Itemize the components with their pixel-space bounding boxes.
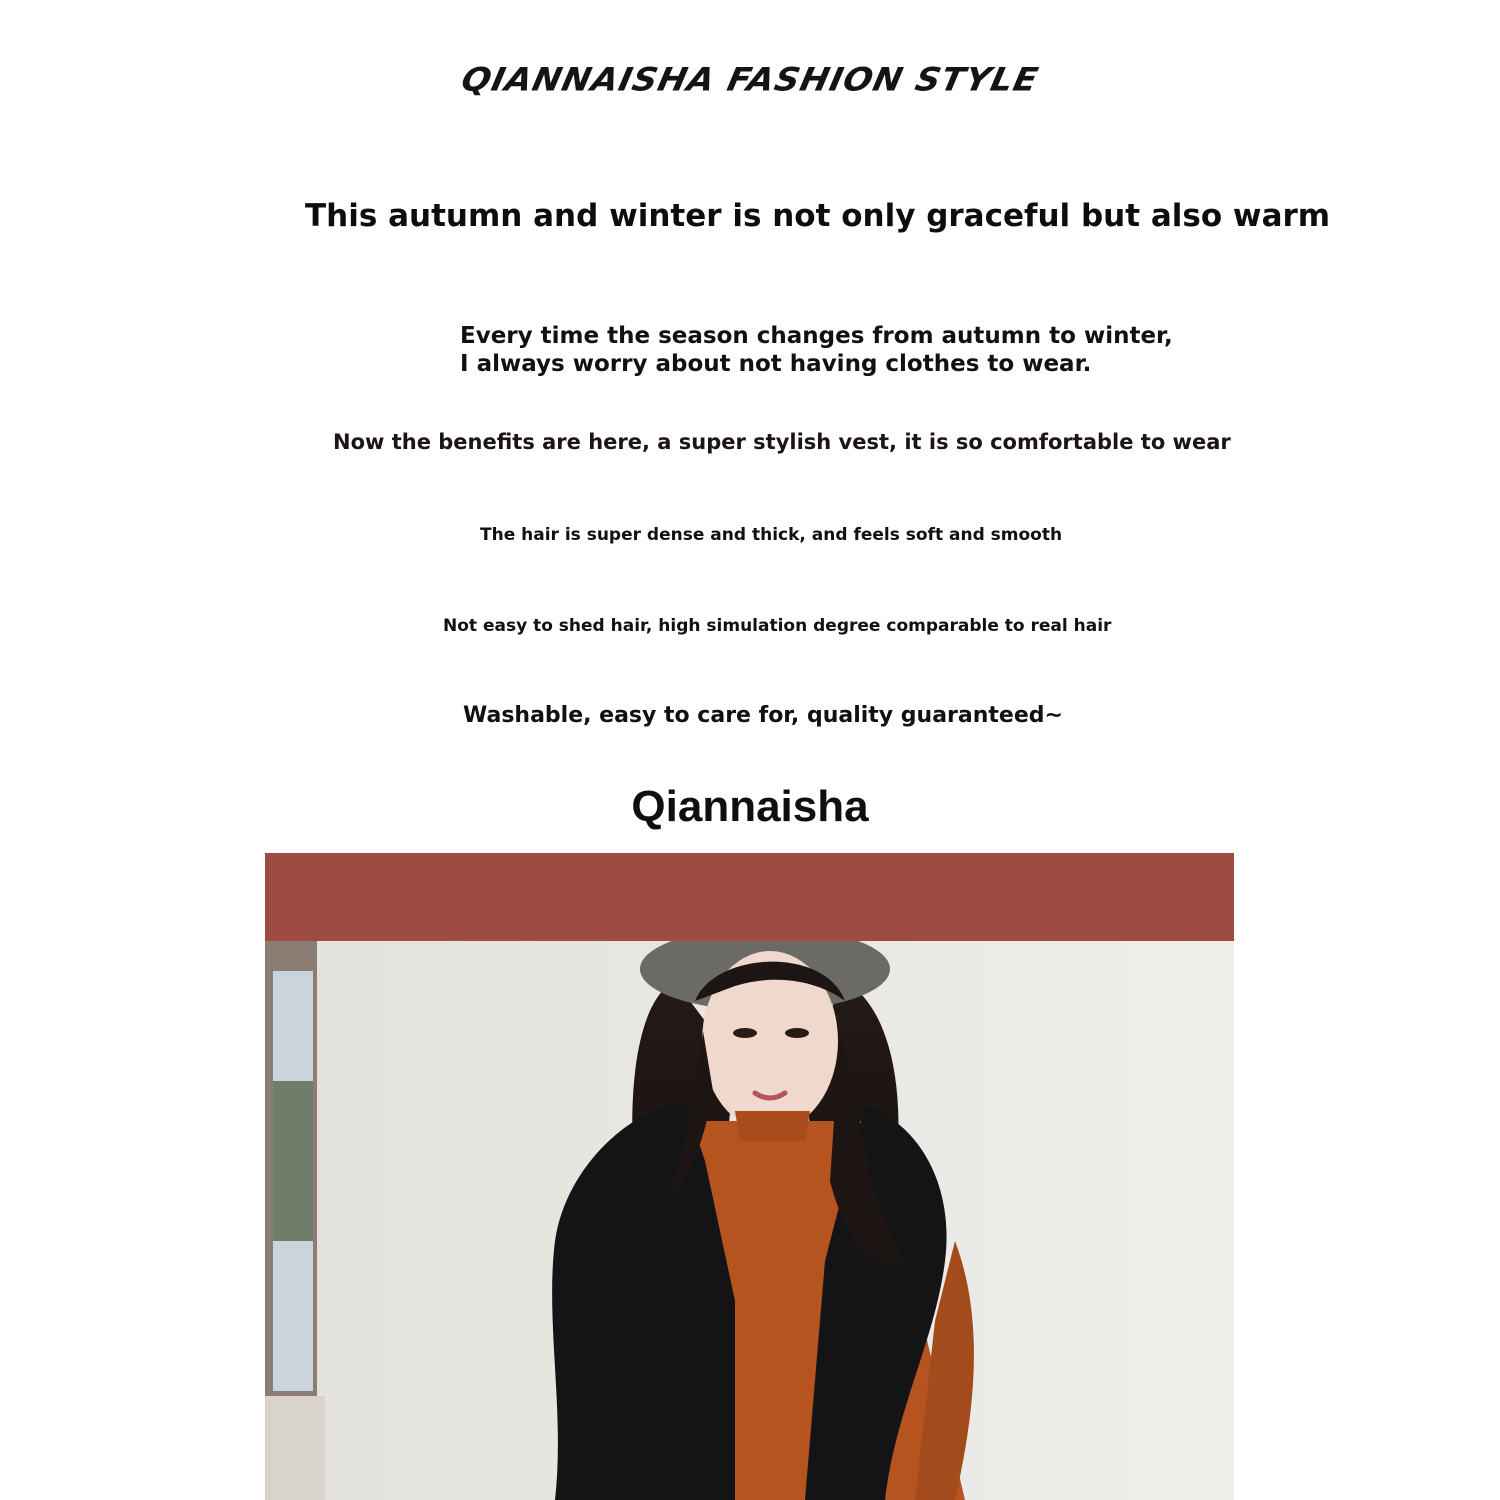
headline: This autumn and winter is not only graceful but also warm <box>305 198 1331 234</box>
brand-name: Qiannaisha <box>631 782 869 831</box>
accent-bar <box>265 853 1234 941</box>
intro-line-2: I always worry about not having clothes to wear. <box>460 351 1092 377</box>
intro-line-1: Every time the season changes from autumn to winter, <box>460 323 1173 349</box>
feature-text-washable: Washable, easy to care for, quality guaranteed~ <box>463 703 1063 728</box>
feature-text-dense-hair: The hair is super dense and thick, and feels soft and smooth <box>480 525 1063 545</box>
feature-text-no-shedding: Not easy to shed hair, high simulation degree comparable to real hair <box>443 616 1112 636</box>
model-illustration <box>265 941 1234 1500</box>
benefit-text: Now the benefits are here, a super stylish vest, it is so comfortable to wear <box>333 430 1231 454</box>
product-photo <box>265 941 1234 1500</box>
brand-logo: QIANNAISHA FASHION STYLE <box>457 61 1043 99</box>
window-frame <box>265 941 325 1500</box>
